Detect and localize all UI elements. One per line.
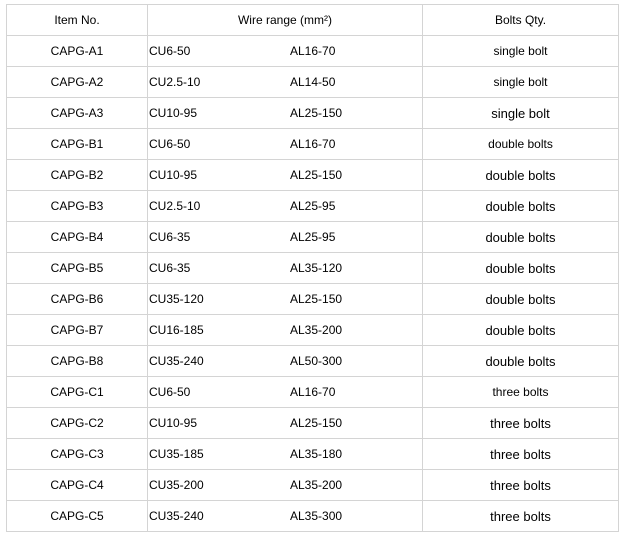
wire-range-cell: [148, 67, 423, 98]
aluminum-range: AL35-180: [290, 447, 343, 461]
wire-range-pair: [148, 67, 422, 97]
wire-range-cell: [148, 470, 423, 501]
wire-range-cell: [148, 346, 423, 377]
wire-range-pair: [148, 160, 422, 190]
item-no-cell: CAPG-A3: [7, 98, 148, 129]
wire-range-cell: [148, 253, 423, 284]
bolts-qty-cell: single bolt: [423, 98, 619, 129]
table-row: [7, 284, 619, 315]
aluminum-range: AL25-95: [290, 199, 336, 213]
aluminum-range: AL35-300: [290, 509, 343, 523]
spec-table: [6, 4, 619, 532]
aluminum-range: AL25-150: [290, 106, 343, 120]
bolts-qty-cell: three bolts: [423, 501, 619, 532]
table-row: [7, 160, 619, 191]
aluminum-range: AL25-150: [290, 168, 343, 182]
item-no-cell: CAPG-B7: [7, 315, 148, 346]
copper-range: CU6-35: [149, 261, 191, 275]
copper-range: CU35-120: [149, 292, 204, 306]
wire-range-cell: [148, 160, 423, 191]
wire-range-cell: [148, 36, 423, 67]
bolts-qty-cell: double bolts: [423, 315, 619, 346]
table-row: [7, 191, 619, 222]
aluminum-range: AL50-300: [290, 354, 343, 368]
item-no-cell: CAPG-A1: [7, 36, 148, 67]
table-row: [7, 98, 619, 129]
bolts-qty-cell: three bolts: [423, 408, 619, 439]
header-wire-range: Wire range (mm²): [148, 5, 423, 36]
aluminum-range: AL35-200: [290, 478, 343, 492]
item-no-cell: CAPG-B2: [7, 160, 148, 191]
header-bolts-qty: Bolts Qty.: [423, 5, 619, 36]
wire-range-cell: [148, 222, 423, 253]
wire-range-cell: [148, 315, 423, 346]
wire-range-cell: [148, 98, 423, 129]
wire-range-cell: [148, 439, 423, 470]
copper-range: CU10-95: [149, 416, 198, 430]
table-row: [7, 439, 619, 470]
bolts-qty-cell: double bolts: [423, 253, 619, 284]
wire-range-pair: [148, 377, 422, 407]
aluminum-range: AL25-150: [290, 292, 343, 306]
aluminum-range: AL25-95: [290, 230, 336, 244]
table-row: [7, 346, 619, 377]
wire-range-pair: [148, 315, 422, 345]
table-row: [7, 67, 619, 98]
copper-range: CU16-185: [149, 323, 204, 337]
item-no-cell: CAPG-C1: [7, 377, 148, 408]
copper-range: CU35-240: [149, 354, 204, 368]
copper-range: CU6-50: [149, 385, 191, 399]
copper-range: CU10-95: [149, 106, 198, 120]
aluminum-range: AL16-70: [290, 137, 336, 151]
table-row: [7, 253, 619, 284]
wire-range-cell: [148, 129, 423, 160]
copper-range: CU6-50: [149, 44, 191, 58]
wire-range-pair: [148, 191, 422, 221]
wire-range-pair: [148, 439, 422, 469]
wire-range-cell: [148, 408, 423, 439]
aluminum-range: AL14-50: [290, 75, 336, 89]
aluminum-range: AL35-200: [290, 323, 343, 337]
bolts-qty-cell: double bolts: [423, 222, 619, 253]
table-row: [7, 315, 619, 346]
aluminum-range: AL35-120: [290, 261, 343, 275]
copper-range: CU6-35: [149, 230, 191, 244]
wire-range-cell: [148, 377, 423, 408]
header-row: [7, 5, 619, 36]
aluminum-range: AL16-70: [290, 44, 336, 58]
wire-range-pair: [148, 129, 422, 159]
item-no-cell: CAPG-C4: [7, 470, 148, 501]
copper-range: CU2.5-10: [149, 75, 201, 89]
bolts-qty-cell: single bolt: [423, 36, 619, 67]
item-no-cell: CAPG-C3: [7, 439, 148, 470]
item-no-cell: CAPG-B8: [7, 346, 148, 377]
item-no-cell: CAPG-B3: [7, 191, 148, 222]
wire-range-pair: [148, 98, 422, 128]
wire-range-cell: [148, 501, 423, 532]
bolts-qty-cell: three bolts: [423, 439, 619, 470]
bolts-qty-cell: three bolts: [423, 470, 619, 501]
copper-range: CU35-240: [149, 509, 204, 523]
wire-range-pair: [148, 222, 422, 252]
bolts-qty-cell: double bolts: [423, 346, 619, 377]
header-item-no: Item No.: [7, 5, 148, 36]
aluminum-range: AL16-70: [290, 385, 336, 399]
item-no-cell: CAPG-B1: [7, 129, 148, 160]
wire-range-pair: [148, 253, 422, 283]
table-row: [7, 222, 619, 253]
copper-range: CU2.5-10: [149, 199, 201, 213]
table-body: [7, 36, 619, 532]
wire-range-pair: [148, 284, 422, 314]
wire-range-pair: [148, 470, 422, 500]
table-row: [7, 408, 619, 439]
bolts-qty-cell: three bolts: [423, 377, 619, 408]
wire-range-pair: [148, 346, 422, 376]
bolts-qty-cell: double bolts: [423, 284, 619, 315]
copper-range: CU35-200: [149, 478, 204, 492]
bolts-qty-cell: double bolts: [423, 129, 619, 160]
wire-range-pair: [148, 36, 422, 66]
table-row: [7, 377, 619, 408]
wire-range-cell: [148, 191, 423, 222]
table-row: [7, 501, 619, 532]
item-no-cell: CAPG-C5: [7, 501, 148, 532]
table-row: [7, 36, 619, 67]
copper-range: CU10-95: [149, 168, 198, 182]
bolts-qty-cell: single bolt: [423, 67, 619, 98]
bolts-qty-cell: double bolts: [423, 160, 619, 191]
copper-range: CU35-185: [149, 447, 204, 461]
item-no-cell: CAPG-B4: [7, 222, 148, 253]
table-row: [7, 470, 619, 501]
item-no-cell: CAPG-C2: [7, 408, 148, 439]
wire-range-pair: [148, 408, 422, 438]
wire-range-cell: [148, 284, 423, 315]
bolts-qty-cell: double bolts: [423, 191, 619, 222]
aluminum-range: AL25-150: [290, 416, 343, 430]
item-no-cell: CAPG-B5: [7, 253, 148, 284]
item-no-cell: CAPG-B6: [7, 284, 148, 315]
copper-range: CU6-50: [149, 137, 191, 151]
wire-range-pair: [148, 501, 422, 531]
table-row: [7, 129, 619, 160]
item-no-cell: CAPG-A2: [7, 67, 148, 98]
